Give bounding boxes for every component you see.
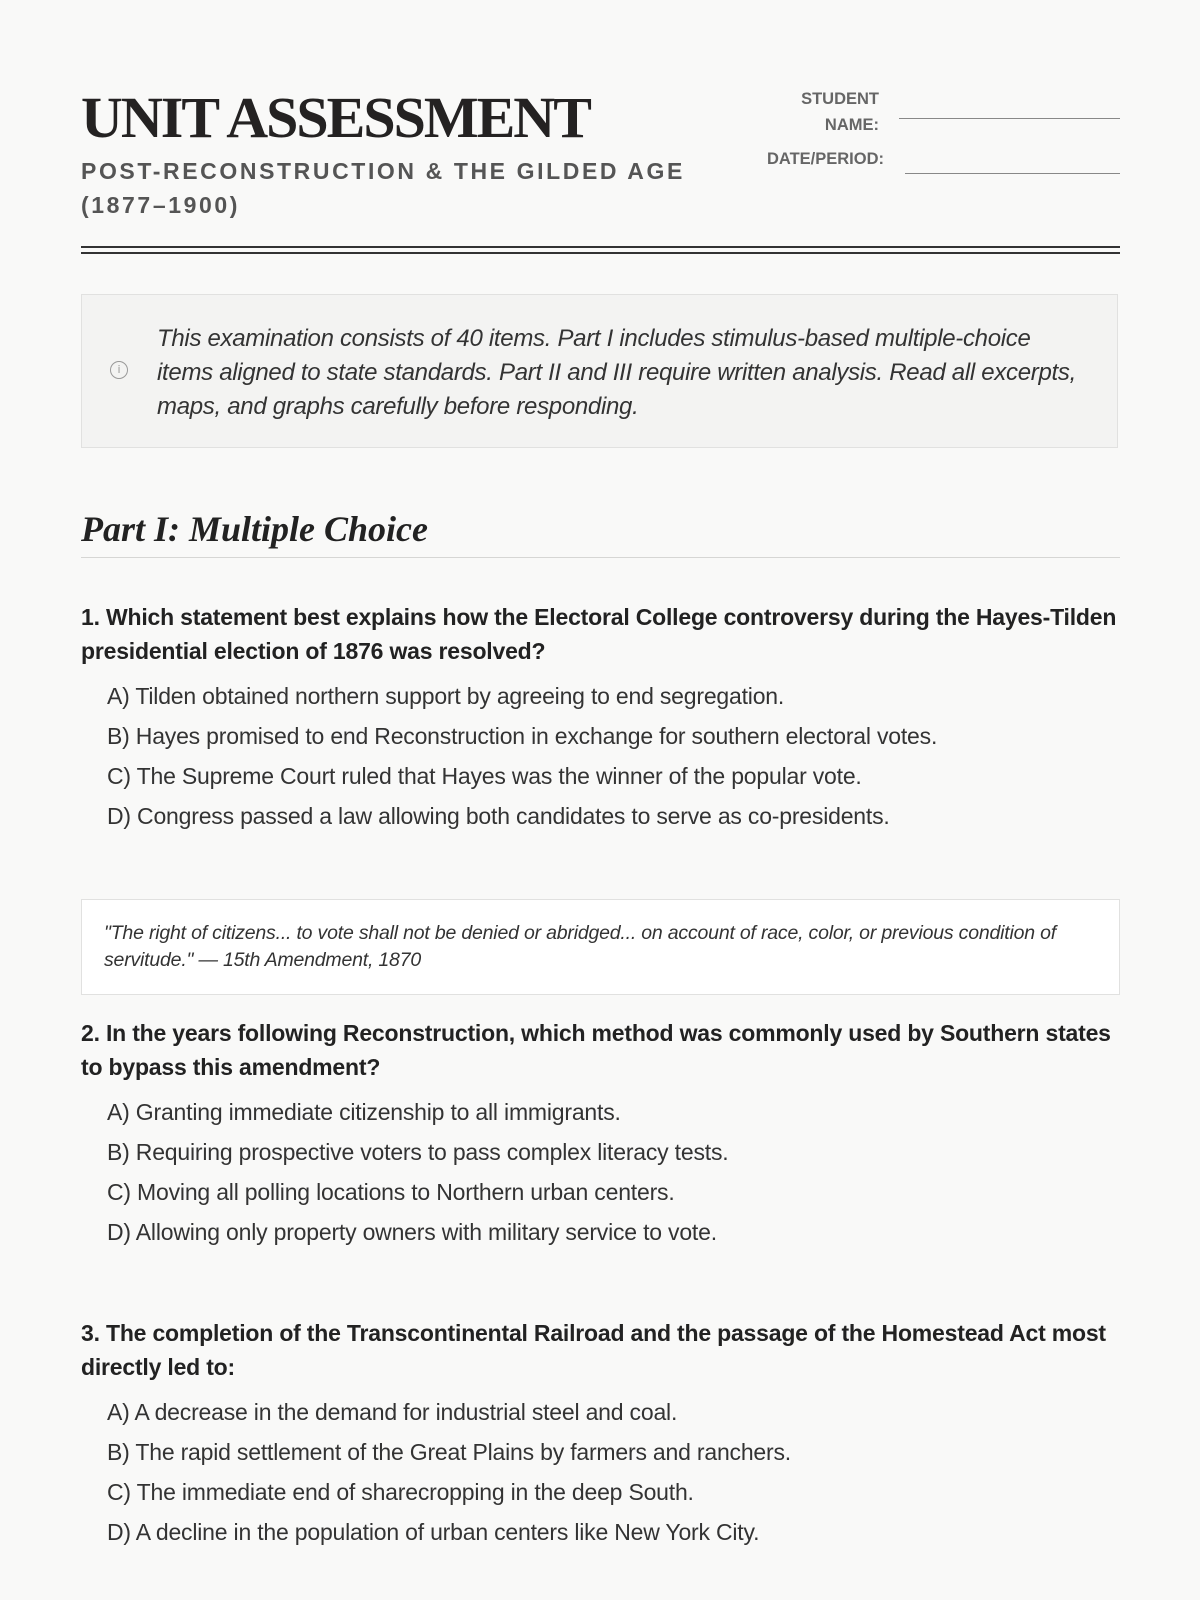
question-2-option-d[interactable]: D) Allowing only property owners with military service to vote. [107, 1219, 717, 1245]
question-2-option-c[interactable]: C) Moving all polling locations to Northern urban centers. [107, 1179, 675, 1205]
student-fields [764, 86, 1120, 196]
question-2-options [107, 1095, 1107, 1255]
question-1-option-b[interactable]: B) Hayes promised to end Reconstruction in exchange for southern electoral votes. [107, 723, 938, 749]
date-period-label: DATE/PERIOD: [766, 150, 884, 168]
date-period-field[interactable] [905, 173, 1120, 174]
question-1-prompt: 1. Which statement best explains how the Electoral College controversy during the Hayes-Tilden presidential election of 1876 was resolved? [81, 604, 1117, 664]
question-2-prompt: 2. In the years following Reconstruction, which method was commonly used by Southern states to bypass this amendment? [81, 1020, 1111, 1080]
question-1-option-d[interactable]: D) Congress passed a law allowing both candidates to serve as co-presidents. [107, 803, 890, 829]
stimulus-quote: "The right of citizens... to vote shall not be denied or abridged... on account of race, color, or previous condition of servitude." — 15th Amendment, 1870 [104, 922, 1056, 971]
student-name-field[interactable] [899, 118, 1120, 119]
question-3-option-c[interactable]: C) The immediate end of sharecropping in the deep South. [107, 1479, 694, 1505]
header-divider [81, 246, 1120, 254]
page-title: UNIT ASSESSMENT [81, 85, 590, 150]
instructions-box [81, 294, 1118, 448]
student-name-label-line2: NAME: [824, 116, 879, 134]
question-2-option-b[interactable]: B) Requiring prospective voters to pass complex literacy tests. [107, 1139, 729, 1165]
stimulus-quote-box [81, 899, 1120, 995]
question-3-option-b[interactable]: B) The rapid settlement of the Great Plains by farmers and ranchers. [107, 1439, 791, 1465]
part-divider [81, 557, 1120, 558]
question-1-option-c[interactable]: C) The Supreme Court ruled that Hayes was the winner of the popular vote. [107, 763, 862, 789]
page-subtitle: POST-RECONSTRUCTION & THE GILDED AGE (1877–1900) [81, 158, 685, 218]
question-3-option-a[interactable]: A) A decrease in the demand for industrial steel and coal. [107, 1399, 678, 1425]
instructions-text: This examination consists of 40 items. Part I includes stimulus-based multiple-choice items aligned to state standards. Part II and III require written analysis. Read all excerpts, maps, and graphs carefully before responding. [157, 325, 1076, 420]
question-3-option-d[interactable]: D) A decline in the population of urban centers like New York City. [107, 1519, 760, 1545]
part-heading: Part I: Multiple Choice [81, 509, 429, 549]
question-3-prompt: 3. The completion of the Transcontinental Railroad and the passage of the Homestead Act most directly led to: [81, 1320, 1106, 1380]
question-1-option-a[interactable]: A) Tilden obtained northern support by agreeing to end segregation. [107, 683, 785, 709]
question-1-options [107, 679, 1107, 839]
question-3-options [107, 1395, 1107, 1555]
info-icon: i [110, 361, 128, 379]
student-name-label-line1: STUDENT [801, 90, 879, 108]
question-2-option-a[interactable]: A) Granting immediate citizenship to all immigrants. [107, 1099, 621, 1125]
